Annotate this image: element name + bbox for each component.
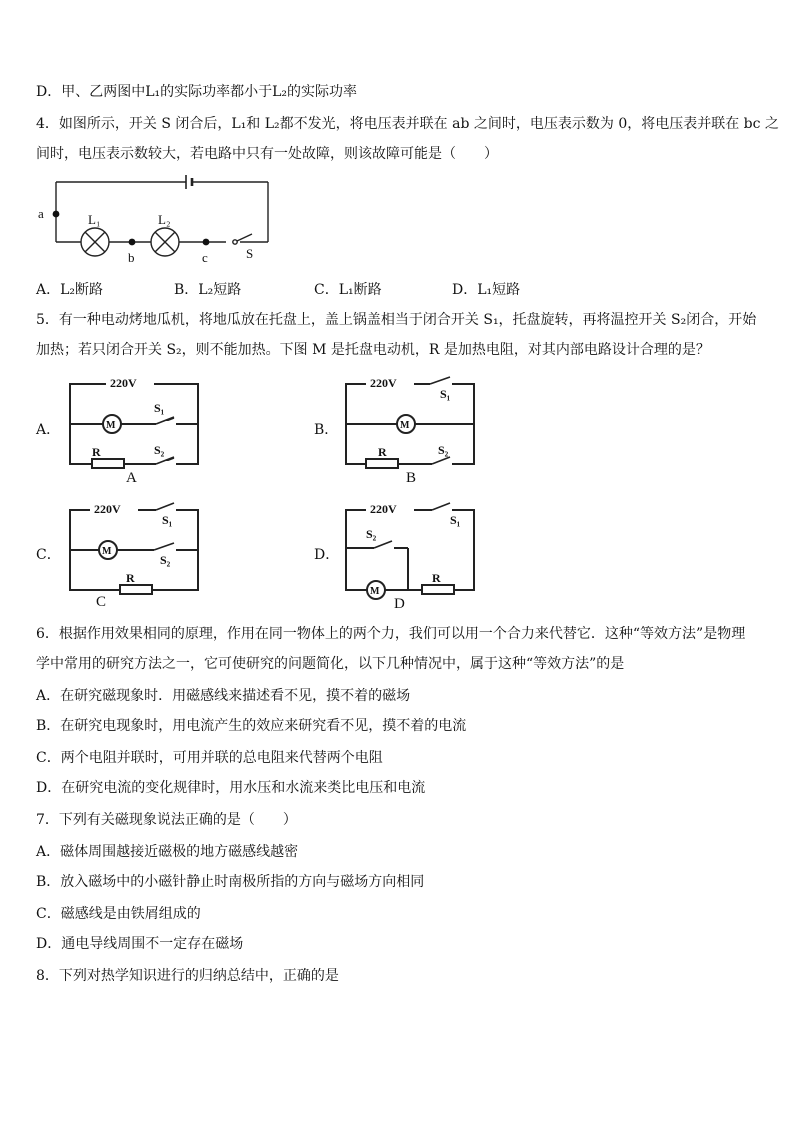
q4-stem-line2: 间时，电压表示数较大，若电路中只有一处故障，则该故障可能是（ ） xyxy=(36,146,498,162)
q6-option-c: C．两个电阻并联时，可用并联的总电阻来代替两个电阻 xyxy=(36,750,383,766)
q5b-letter: B xyxy=(406,470,417,484)
q6-stem-line1: 6．根据作用效果相同的原理，作用在同一物体上的两个力，我们可以用一个合力来代替它．这种“等效方法”是物理 xyxy=(36,626,746,642)
q4-option-b: B．L₂短路 xyxy=(174,282,242,298)
q4-label-l1: L₁ xyxy=(88,212,101,227)
q5-option-b-label: B． xyxy=(314,422,339,438)
q4-circuit-diagram xyxy=(36,172,286,268)
q5-option-c-label: C． xyxy=(36,547,61,563)
q8-stem: 8．下列对热学知识进行的归纳总结中，正确的是 xyxy=(36,968,339,984)
q5b-s1: S₁ xyxy=(440,387,451,401)
q5a-letter: A xyxy=(126,470,137,484)
q6-option-a: A．在研究磁现象时．用磁感线来描述看不见，摸不着的磁场 xyxy=(36,688,411,704)
q5d-voltage: 220V xyxy=(370,502,397,516)
q7-option-c: C．磁感线是由铁屑组成的 xyxy=(36,906,201,922)
q5-circuit-c xyxy=(62,498,212,610)
q5a-resistor: R xyxy=(92,445,101,459)
q4-option-d: D．L₁短路 xyxy=(452,282,521,298)
q5c-voltage: 220V xyxy=(94,502,121,516)
q5a-motor: M xyxy=(106,420,116,431)
q5c-letter: C xyxy=(96,594,107,610)
q5-option-d-label: D． xyxy=(314,547,340,563)
q5b-s2: S₂ xyxy=(438,443,449,457)
q5a-voltage: 220V xyxy=(110,376,137,390)
q5d-letter: D xyxy=(394,596,405,610)
q5d-motor: M xyxy=(370,586,380,597)
q6-stem-line2: 学中常用的研究方法之一，它可使研究的问题简化，以下几种情况中，属于这种“等效方法”的是 xyxy=(36,656,625,672)
q4-label-s: S xyxy=(246,246,254,261)
q5a-s2: S₂ xyxy=(154,443,165,457)
q5b-resistor: R xyxy=(378,445,387,459)
q5b-voltage: 220V xyxy=(370,376,397,390)
q7-stem: 7．下列有关磁现象说法正确的是（ ） xyxy=(36,812,297,828)
q5d-resistor: R xyxy=(432,571,441,585)
q3-option-d: D．甲、乙两图中L₁的实际功率都小于L₂的实际功率 xyxy=(36,84,358,100)
q5c-s1: S₁ xyxy=(162,513,173,527)
q5-option-a-label: A． xyxy=(36,422,61,438)
q5-stem-line2: 加热；若只闭合开关 S₂，则不能加热。下图 M 是托盘电动机，R 是加热电阻，对其内部电路设计合理的是？ xyxy=(36,342,710,358)
q5b-motor: M xyxy=(400,420,410,431)
q6-option-d: D．在研究电流的变化规律时，用水压和水流来类比电压和电流 xyxy=(36,780,426,796)
q5-stem-line1: 5．有一种电动烤地瓜机，将地瓜放在托盘上，盖上锅盖相当于闭合开关 S₁，托盘旋转，再将温控开关 S₂闭合，开始 xyxy=(36,312,757,328)
q5c-s2: S₂ xyxy=(160,553,171,567)
q5d-s1: S₁ xyxy=(450,513,461,527)
q4-label-a: a xyxy=(38,206,44,221)
q4-label-b: b xyxy=(128,250,135,265)
q4-option-c: C．L₁断路 xyxy=(314,282,382,298)
q5a-s1: S₁ xyxy=(154,401,165,415)
q4-stem-line1: 4．如图所示，开关 S 闭合后，L₁和 L₂都不发光，将电压表并联在 ab 之间时，电压表示数为 0，将电压表并联在 bc 之 xyxy=(36,116,779,132)
q5-circuit-a xyxy=(62,372,212,484)
q4-option-a: A．L₂断路 xyxy=(36,282,104,298)
q4-label-l2: L₂ xyxy=(158,212,171,227)
q5d-s2: S₂ xyxy=(366,527,377,541)
q5c-motor: M xyxy=(102,546,112,557)
q7-option-b: B．放入磁场中的小磁针静止时南极所指的方向与磁场方向相同 xyxy=(36,874,425,890)
q6-option-b: B．在研究电现象时，用电流产生的效应来研究看不见，摸不着的电流 xyxy=(36,718,467,734)
q7-option-d: D．通电导线周围不一定存在磁场 xyxy=(36,936,244,952)
q7-option-a: A．磁体周围越接近磁极的地方磁感线越密 xyxy=(36,844,299,860)
q4-label-c: c xyxy=(202,250,208,265)
q5c-resistor: R xyxy=(126,571,135,585)
q5-circuit-d xyxy=(338,498,488,610)
q5-circuit-b xyxy=(338,372,488,484)
